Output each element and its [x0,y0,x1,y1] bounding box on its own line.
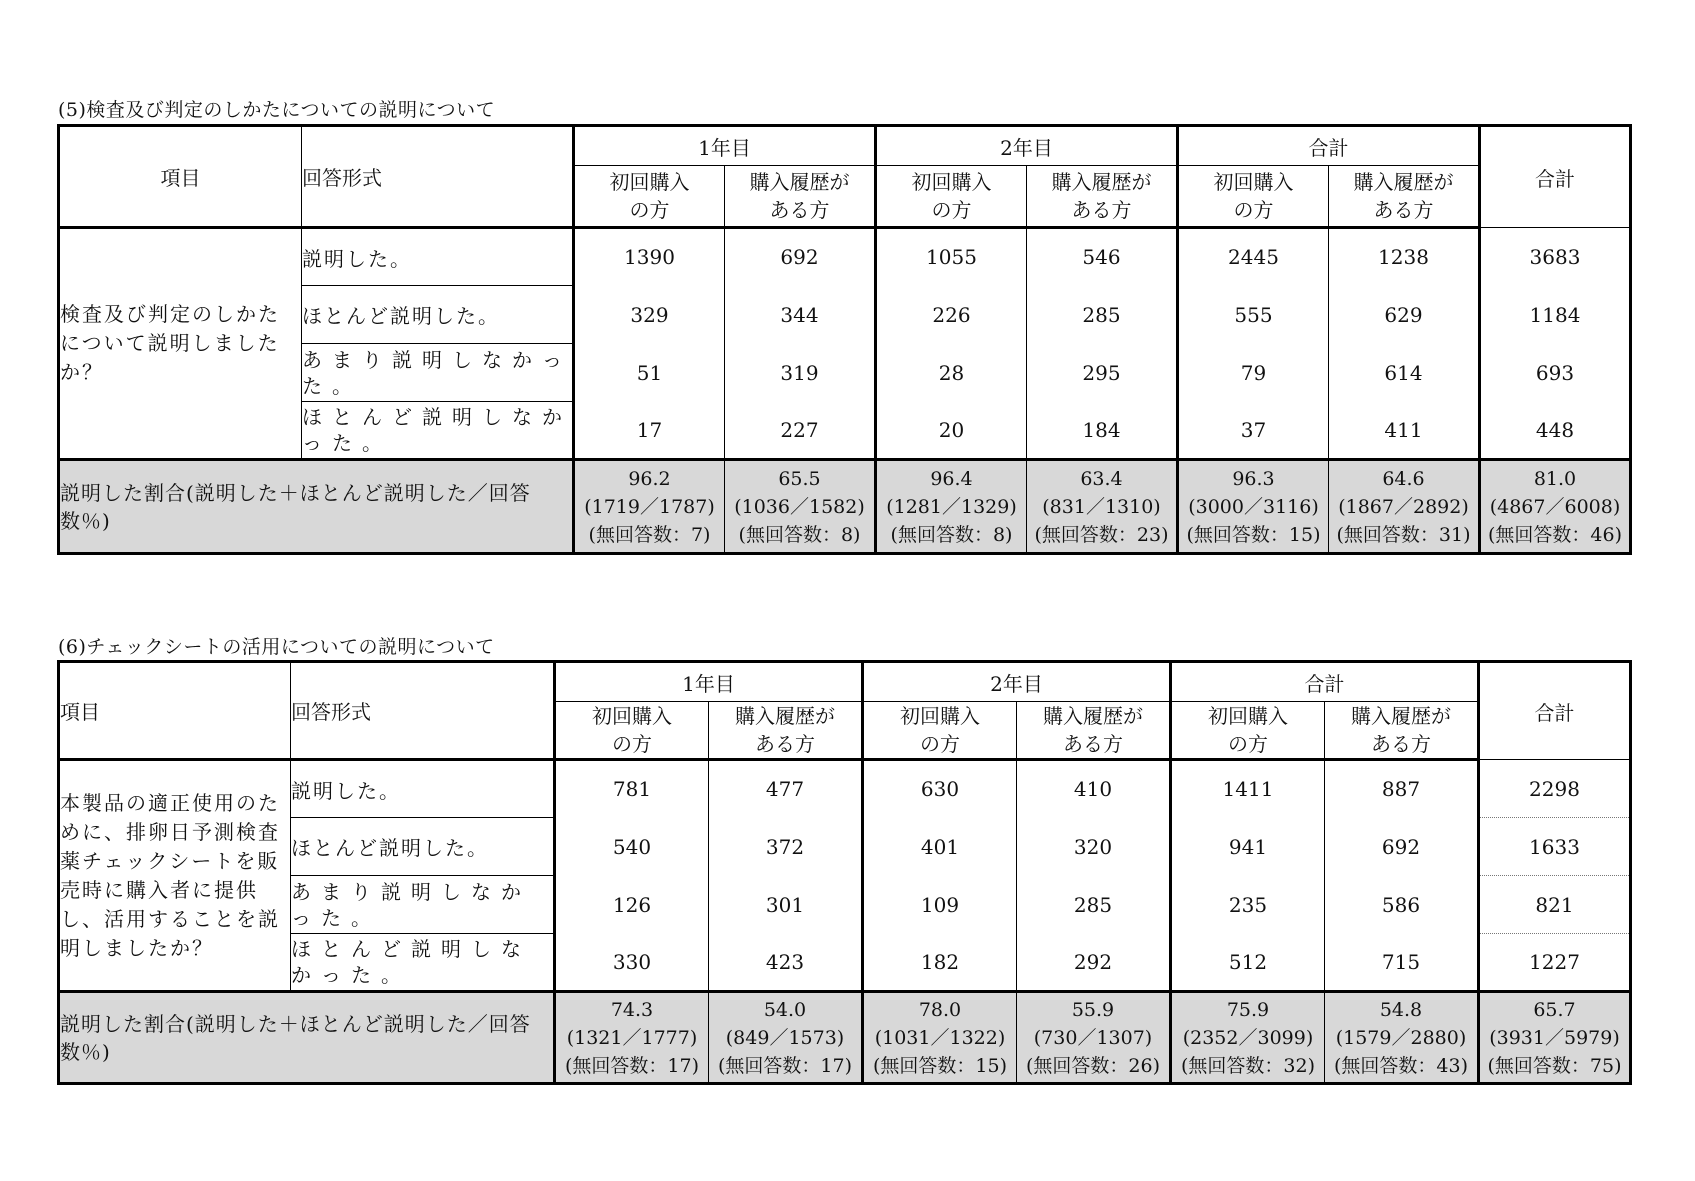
summary-ratio: (2352／3099) [1182,1026,1314,1049]
header-format: 回答形式 [302,126,574,228]
value-cell: 540 [555,818,709,876]
summary-ratio: (1036／1582) [734,495,865,518]
value-cell: 372 [709,818,863,876]
summary-percent: 55.9 [1071,998,1115,1021]
header-subgroup [1171,702,1325,760]
value-cell: 1238 [1329,228,1480,286]
value-cell: 1184 [1480,286,1631,344]
summary-ratio: (831／1310) [1042,495,1161,518]
summary-row [59,460,1631,554]
summary-no-answer: (無回答数：15) [1186,523,1321,546]
header-format: 回答形式 [291,662,555,760]
summary-percent: 64.6 [1382,467,1425,490]
section-title-5: (5)検査及び判定のしかたについての説明について [58,99,496,121]
value-cell: 411 [1329,402,1480,460]
value-cell: 292 [1017,934,1171,992]
value-cell: 182 [863,934,1017,992]
summary-cell [1027,460,1178,554]
value-cell: 51 [574,344,725,402]
header-subgroup-line1: 購入履歴が [1051,170,1152,194]
value-cell: 319 [725,344,876,402]
value-cell: 1055 [876,228,1027,286]
header-subgroup [709,702,863,760]
summary-cell [876,460,1027,554]
value-cell: 329 [574,286,725,344]
header-subgroup-line2: の方 [1233,198,1274,222]
header-subgroup-line2: ある方 [1371,732,1431,756]
summary-percent: 65.5 [778,467,821,490]
summary-percent: 74.3 [610,998,654,1021]
question-text: 検査及び判定のしかたについて説明しましたか？ [59,228,302,460]
value-cell: 184 [1027,402,1178,460]
table-row [59,228,1631,286]
header-subgroup [1325,702,1479,760]
header-subgroup-line2: ある方 [1063,732,1123,756]
header-subgroup-line2: の方 [920,732,960,756]
value-cell: 235 [1171,876,1325,934]
summary-percent: 65.7 [1533,998,1576,1021]
answer-option: ほとんど説明した。 [291,818,555,876]
header-subgroup [1329,166,1480,228]
value-cell: 448 [1480,402,1631,460]
summary-no-answer: (無回答数：31) [1336,523,1471,546]
header-subgroup-line1: 初回購入 [900,704,980,728]
summary-cell [1178,460,1329,554]
header-group: 1年目 [555,662,863,702]
header-subgroup-line2: の方 [931,198,972,222]
header-subgroup-line2: の方 [612,732,652,756]
summary-label: 説明した割合(説明した＋ほとんど説明した／回答数％) [59,460,574,554]
value-cell: 2298 [1479,760,1631,818]
value-cell: 423 [709,934,863,992]
header-subgroup [725,166,876,228]
value-cell: 1411 [1171,760,1325,818]
value-cell: 2445 [1178,228,1329,286]
summary-ratio: (1579／2880) [1335,1026,1467,1049]
value-cell: 715 [1325,934,1479,992]
summary-cell [1480,460,1631,554]
header-subgroup-line1: 購入履歴が [749,170,850,194]
header-subgroup [1017,702,1171,760]
summary-label: 説明した割合(説明した＋ほとんど説明した／回答数％) [59,992,555,1084]
value-cell: 28 [876,344,1027,402]
table-row [59,818,1631,876]
header-row-groups [59,126,1631,166]
summary-cell [574,460,725,554]
value-cell: 586 [1325,876,1479,934]
summary-no-answer: (無回答数：26) [1025,1054,1160,1077]
summary-no-answer: (無回答数：15) [872,1054,1007,1077]
survey-table-0 [57,124,1632,555]
header-subgroup-line1: 初回購入 [1208,704,1288,728]
header-subgroup-line2: ある方 [1373,198,1434,222]
value-cell: 1633 [1479,818,1631,876]
header-subgroup-line1: 初回購入 [592,704,672,728]
value-cell: 401 [863,818,1017,876]
summary-cell [1479,992,1631,1084]
value-cell: 37 [1178,402,1329,460]
value-cell: 477 [709,760,863,818]
summary-no-answer: (無回答数：17) [717,1054,852,1077]
value-cell: 692 [1325,818,1479,876]
header-total: 合計 [1480,126,1631,228]
value-cell: 630 [863,760,1017,818]
summary-ratio: (4867／6008) [1489,495,1621,518]
summary-percent: 63.4 [1080,467,1123,490]
summary-cell [1017,992,1171,1084]
summary-ratio: (849／1573) [725,1026,845,1049]
value-cell: 781 [555,760,709,818]
value-cell: 301 [709,876,863,934]
value-cell: 941 [1171,818,1325,876]
answer-option: ほとんど説明しなかった。 [302,402,574,460]
header-subgroup [1027,166,1178,228]
survey-table-1 [57,660,1632,1085]
value-cell: 555 [1178,286,1329,344]
header-subgroup-line2: の方 [629,198,670,222]
summary-no-answer: (無回答数：8) [890,523,1013,546]
summary-percent: 78.0 [918,998,962,1021]
value-cell: 410 [1017,760,1171,818]
summary-no-answer: (無回答数：32) [1180,1054,1315,1077]
header-total: 合計 [1479,662,1631,760]
header-subgroup-line2: ある方 [1071,198,1132,222]
value-cell: 887 [1325,760,1479,818]
value-cell: 320 [1017,818,1171,876]
summary-ratio: (1281／1329) [886,495,1017,518]
summary-cell [1329,460,1480,554]
header-group: 合計 [1171,662,1479,702]
header-subgroup-line2: の方 [1228,732,1268,756]
value-cell: 1390 [574,228,725,286]
header-subgroup-line1: 購入履歴が [735,704,835,728]
summary-percent: 81.0 [1533,467,1577,490]
value-cell: 693 [1480,344,1631,402]
value-cell: 17 [574,402,725,460]
question-text: 本製品の適正使用のために、排卵日予測検査薬チェックシートを販売時に購入者に提供し、活用することを説明しましたか？ [59,760,291,992]
summary-no-answer: (無回答数：8) [738,523,861,546]
summary-ratio: (3931／5979) [1489,1026,1620,1049]
header-subgroup-line1: 初回購入 [911,170,992,194]
summary-cell [725,460,876,554]
header-subgroup [555,702,709,760]
header-subgroup-line2: ある方 [769,198,830,222]
value-cell: 344 [725,286,876,344]
value-cell: 20 [876,402,1027,460]
value-cell: 3683 [1480,228,1631,286]
header-subgroup [574,166,725,228]
header-group: 1年目 [574,126,876,166]
answer-option: 説明した。 [302,228,574,286]
summary-no-answer: (無回答数：46) [1487,523,1622,546]
value-cell: 285 [1027,286,1178,344]
value-cell: 614 [1329,344,1480,402]
summary-ratio: (730／1307) [1033,1026,1153,1049]
header-subgroup-line1: 購入履歴が [1043,704,1143,728]
value-cell: 79 [1178,344,1329,402]
summary-ratio: (1321／1777) [566,1026,698,1049]
value-cell: 227 [725,402,876,460]
table-row [59,934,1631,992]
header-group: 合計 [1178,126,1480,166]
summary-ratio: (3000／3116) [1188,495,1319,518]
table-row [59,760,1631,818]
summary-no-answer: (無回答数：43) [1333,1054,1468,1077]
value-cell: 821 [1479,876,1631,934]
header-subgroup [863,702,1017,760]
header-row-groups [59,662,1631,702]
table-row [59,876,1631,934]
value-cell: 126 [555,876,709,934]
value-cell: 285 [1017,876,1171,934]
header-item: 項目 [59,662,291,760]
value-cell: 1227 [1479,934,1631,992]
section-title-6: (6)チェックシートの活用についての説明について [58,636,495,658]
value-cell: 692 [725,228,876,286]
summary-ratio: (1867／2892) [1338,495,1469,518]
summary-cell [555,992,709,1084]
header-subgroup [1178,166,1329,228]
summary-no-answer: (無回答数：75) [1487,1054,1622,1077]
value-cell: 546 [1027,228,1178,286]
summary-percent: 75.9 [1226,998,1270,1021]
value-cell: 295 [1027,344,1178,402]
answer-option: ほとんど説明した。 [302,286,574,344]
header-subgroup-line1: 初回購入 [609,170,690,194]
summary-cell [863,992,1017,1084]
summary-row [59,992,1631,1084]
header-subgroup-line1: 初回購入 [1213,170,1294,194]
summary-cell [1171,992,1325,1084]
summary-no-answer: (無回答数：17) [564,1054,699,1077]
summary-ratio: (1719／1787) [584,495,715,518]
value-cell: 330 [555,934,709,992]
summary-no-answer: (無回答数：23) [1034,523,1169,546]
summary-percent: 96.3 [1232,467,1275,490]
value-cell: 512 [1171,934,1325,992]
summary-ratio: (1031／1322) [874,1026,1006,1049]
header-item: 項目 [59,126,302,228]
header-subgroup-line1: 購入履歴が [1351,704,1451,728]
summary-cell [709,992,863,1084]
value-cell: 629 [1329,286,1480,344]
header-group: 2年目 [876,126,1178,166]
value-cell: 226 [876,286,1027,344]
answer-option: あまり説明しなかった。 [302,344,574,402]
answer-option: あまり説明しなかった。 [291,876,555,934]
answer-option: 説明した。 [291,760,555,818]
answer-option: ほとんど説明しなかった。 [291,934,555,992]
summary-percent: 96.2 [628,467,671,490]
summary-cell [1325,992,1479,1084]
header-subgroup [876,166,1027,228]
summary-no-answer: (無回答数：7) [588,523,711,546]
value-cell: 109 [863,876,1017,934]
header-subgroup-line1: 購入履歴が [1353,170,1454,194]
header-subgroup-line2: ある方 [755,732,815,756]
summary-percent: 54.8 [1379,998,1423,1021]
header-group: 2年目 [863,662,1171,702]
summary-percent: 54.0 [763,998,807,1021]
summary-percent: 96.4 [930,467,973,490]
